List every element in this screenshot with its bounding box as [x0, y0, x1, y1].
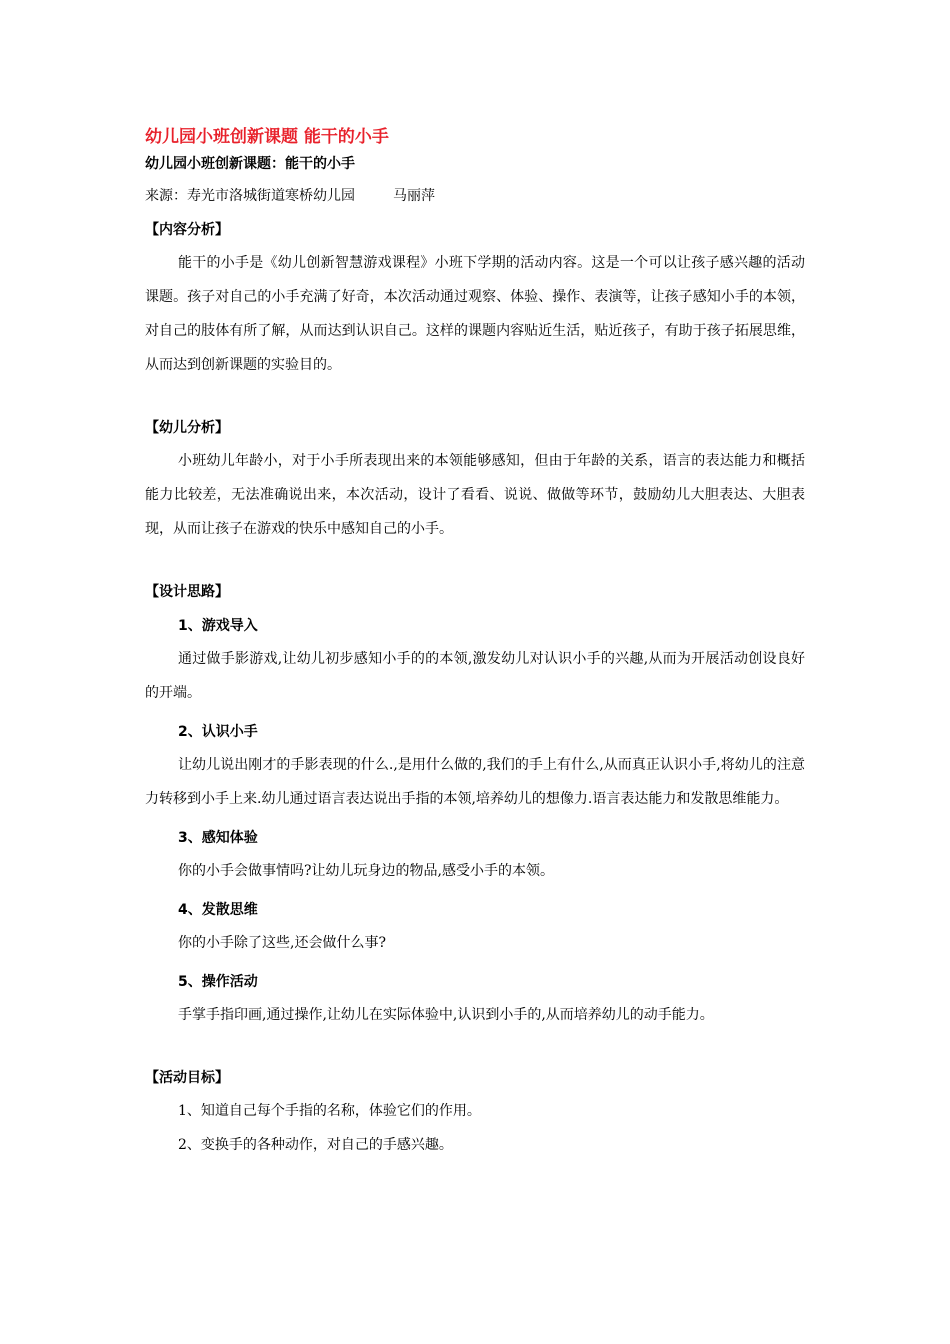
design-step-title: 3、感知体验: [178, 830, 258, 846]
content-analysis-heading: 【内容分析】: [145, 222, 229, 238]
goal-item: 2、变换手的各种动作，对自己的手感兴趣。: [178, 1137, 453, 1153]
document-subtitle: 幼儿园小班创新课题：能干的小手: [145, 156, 355, 172]
design-step-text: 通过做手影游戏,让幼儿初步感知小手的的本领,激发幼儿对认识小手的兴趣,从而为开展活动创设良好的开端。: [145, 651, 805, 701]
goal-item: 1、知道自己每个手指的名称，体验它们的作用。: [178, 1103, 481, 1119]
design-step-text: 让幼儿说出刚才的手影表现的什么.,是用什么做的,我们的手上有什么,从而真正认识小手,将幼儿的注意力转移到小手上来.幼儿通过语言表达说出手指的本领,培养幼儿的想像力.语言表达能力和发散思维能力。: [145, 757, 805, 807]
design-step-text: 手掌手指印画,通过操作,让幼儿在实际体验中,认识到小手的,从而培养幼儿的动手能力。: [178, 1007, 714, 1023]
design-heading: 【设计思路】: [145, 584, 229, 600]
design-step-title: 5、操作活动: [178, 974, 258, 990]
document-title: 幼儿园小班创新课题 能干的小手: [145, 127, 389, 147]
source-line: [145, 184, 805, 208]
document-page: [145, 124, 805, 1162]
child-analysis-text: 小班幼儿年龄小，对于小手所表现出来的本领能够感知，但由于年龄的关系，语言的表达能力和概括能力比较差，无法准确说出来，本次活动，设计了看看、说说、做做等环节，鼓励幼儿大胆表达、大胆表现，从而让孩子在游戏的快乐中感知自己的小手。: [145, 453, 805, 537]
goals-heading: 【活动目标】: [145, 1070, 229, 1086]
design-step-title: 2、认识小手: [178, 724, 258, 740]
source-label: 来源：寿光市洛城街道寒桥幼儿园: [145, 188, 355, 204]
design-step-title: 4、发散思维: [178, 902, 258, 918]
design-step-text: 你的小手除了这些,还会做什么事?: [178, 935, 386, 951]
design-step-text: 你的小手会做事情吗?让幼儿玩身边的物品,感受小手的本领。: [178, 863, 554, 879]
design-step-title: 1、游戏导入: [178, 618, 258, 634]
child-analysis-heading: 【幼儿分析】: [145, 420, 229, 436]
source-author: 马丽萍: [393, 188, 435, 204]
content-analysis-text: 能干的小手是《幼儿创新智慧游戏课程》小班下学期的活动内容。这是一个可以让孩子感兴趣的活动课题。孩子对自己的小手充满了好奇，本次活动通过观察、体验、操作、表演等，让孩子感知小手的本领，对自己的肢体有所了解，从而达到认识自己。这样的课题内容贴近生活，贴近孩子，有助于孩子拓展思维，从而达到创新课题的实验目的。: [145, 255, 805, 373]
